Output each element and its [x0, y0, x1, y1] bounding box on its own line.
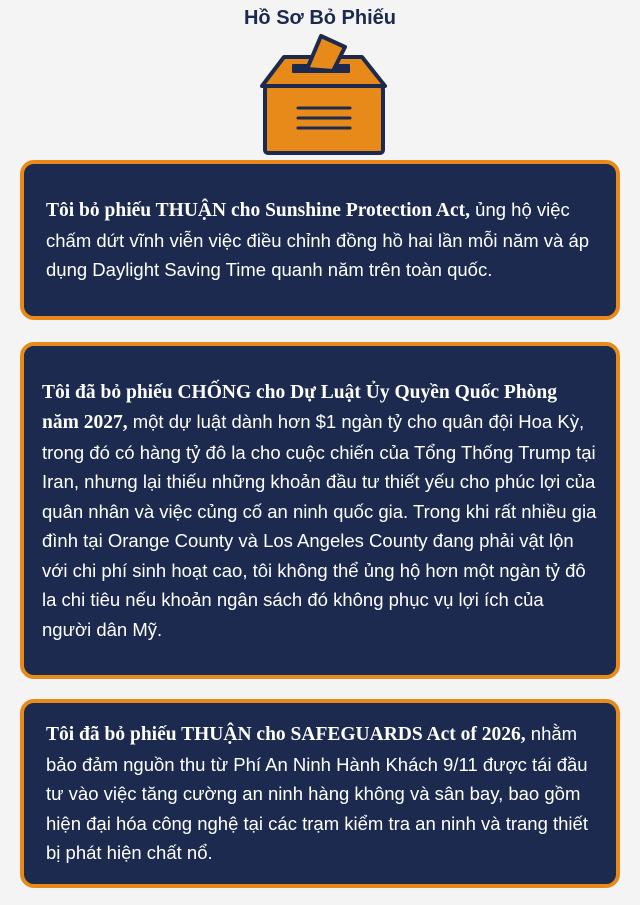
vote-card-ndaa-2027 — [20, 342, 620, 679]
vote-statement-body: ủng hộ việc chấm dứt vĩnh viễn việc điều chỉnh đồng hồ hai lần mỗi năm và áp dụng Daylight Saving Time quanh năm trên toàn quốc. — [46, 199, 590, 281]
vote-statement-body: nhằm bảo đảm nguồn thu từ Phí An Ninh Hành Khách 9/11 được tái đầu tư vào việc tăng cường an ninh hàng không và sân bay, bao gồm hiện đại hóa công nghệ tại các trạm kiểm tra an ninh và trang thiết bị phát hiện chất nổ. — [46, 723, 588, 864]
vote-statement — [42, 377, 598, 645]
vote-statement-body: một dự luật dành hơn $1 ngàn tỷ cho quân đội Hoa Kỳ, trong đó có hàng tỷ đô la cho cuộc chiến của Tổng Thống Trump tại Iran, nhưng lại thiếu những khoản đầu tư thiết yếu cho phúc lợi của quân nhân và việc củng cố an ninh quốc gia. Trong khi rất nhiều gia đình tại Orange County và Los Angeles County đang phải vật lộn với chi phí sinh hoạt cao, tôi không thể ủng hộ hơn một ngàn tỷ đô la chi tiêu nếu khoản ngân sách đó không phục vụ lợi ích của người dân Mỹ. — [42, 411, 597, 640]
page-title: Hồ Sơ Bỏ Phiếu — [243, 7, 396, 29]
vote-statement-lead: Tôi đã bỏ phiếu CHỐNG cho Dự Luật Ủy Quyền Quốc Phòng năm 2027, — [42, 381, 558, 434]
vote-statement-lead: Tôi bỏ phiếu THUẬN cho Sunshine Protection Act, — [46, 200, 471, 222]
vote-statement-lead: Tôi đã bỏ phiếu THUẬN cho SAFEGUARDS Act of 2026, — [46, 724, 526, 746]
vote-card-sunshine-protection-act — [20, 160, 620, 320]
vote-statement — [46, 195, 594, 285]
vote-statement — [46, 719, 594, 868]
vote-card-safeguards-act — [20, 699, 620, 888]
ballot-box-icon — [250, 28, 395, 160]
